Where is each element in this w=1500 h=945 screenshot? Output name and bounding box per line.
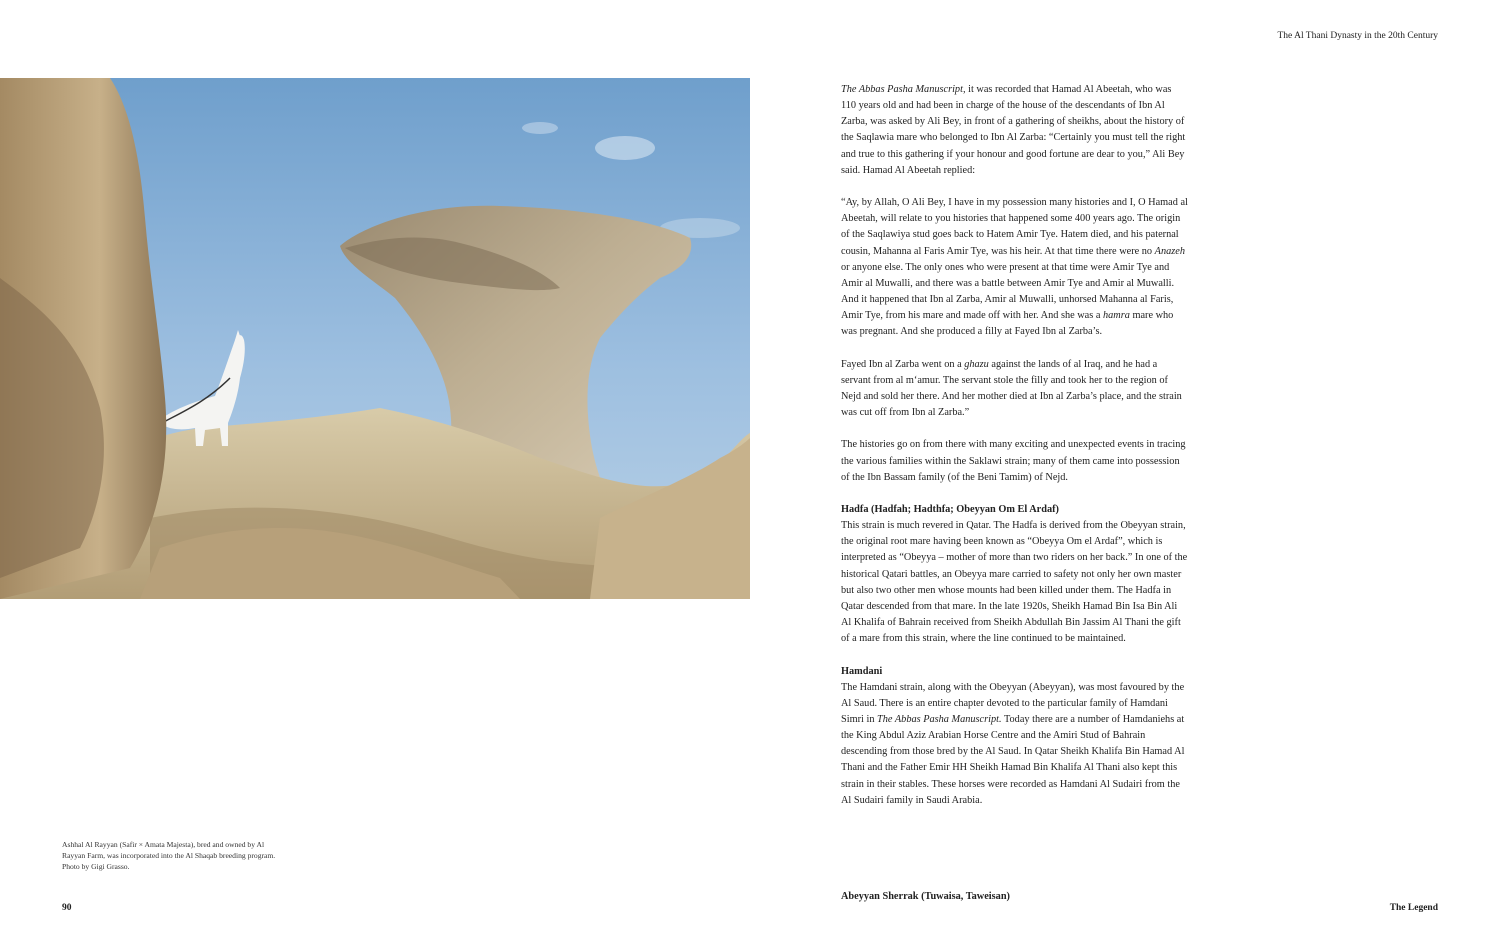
caption-line: Photo by Gigi Grasso.	[62, 862, 130, 872]
cloud	[522, 122, 558, 134]
text: The Hamdani strain, along with the Obeyyan (Abeyyan), was most favoured by the Al Saud. There is an entire chapter devoted to the particular family of Hamdani Simri in	[841, 681, 1185, 726]
section-heading-hadfa: Hadfa (Hadfah; Hadthfa; Obeyyan Om El Ardaf)	[841, 504, 1059, 515]
paragraph	[841, 680, 1189, 809]
paragraph: This strain is much revered in Qatar. The Hadfa is derived from the Obeyyan strain, the original root mare having been known as “Obeyya Om el Ardaf”, which is interpreted as “Obeyya – mother of more than two riders on her back.” In one of the historical Qatari battles, an Obeyya mare carried to safety not only her own master but also two other men whose mounts had been killed under them. The Hadfa in Qatar descended from that mare. In the late 1920s, Sheikh Hamad Bin Isa Bin Ali Al Khalifa of Bahrain received from Sheikh Abdullah Bin Jassim Al Thani the gift of a mare from this strain, where the line continued to be maintained.	[841, 520, 1188, 645]
paragraph	[841, 357, 1189, 422]
photo-white-horse-rock-formation	[0, 78, 750, 599]
running-head: The Al Thani Dynasty in the 20th Century	[1277, 31, 1438, 41]
paragraph	[841, 82, 1189, 179]
text: Today there are a number of Hamdaniehs at the King Abdul Aziz Arabian Horse Centre and the Amiri Stud of Bahrain descending from those bred by the Al Saud. In Qatar Sheikh Khalifa Bin Hamad Al Thani and the Father Emir HH Sheikh Hamad Bin Khalifa Al Thani also kept this strain in their stables. These horses were recorded as Hamdani Al Sudairi from the Al Sudairi family in Saudi Arabia.	[841, 714, 1185, 806]
caption-line: Ashhal Al Rayyan (Safir × Amata Majesta), bred and owned by Al	[62, 840, 265, 849]
section-heading-hamdani: Hamdani	[841, 665, 883, 677]
italic-text: Anazeh	[1154, 245, 1185, 257]
text: it was recorded that Hamad Al Abeetah, who was 110 years old and had been in charge of the house of the descendants of Ibn Al Zarba, was asked by Ali Bey, in front of a gathering of sheikhs, about the history of the Saqlawia mare who belonged to Ibn Al Zarba: “Certainly you must tell the right and true to this gathering if your honour and good fortune are dear to you,” Ali Bey said. Hamad Al Abeetah replied:	[841, 84, 1186, 176]
italic-text: hamra	[1102, 310, 1130, 322]
cloud	[595, 136, 655, 160]
photo-caption	[62, 839, 307, 873]
italic-text: The Abbas Pasha Manuscript,	[841, 84, 966, 95]
body-text-column	[841, 82, 1189, 825]
paragraph	[841, 195, 1189, 340]
paragraph: The histories go on from there with many exciting and unexpected events in tracing the various families within the Saklawi strain; many of them came into possession of the Ibn Bassam family (of the Beni Tamim) of Nejd.	[841, 439, 1186, 483]
caption-line: Rayyan Farm, was incorporated into the Al Shaqab breeding program.	[62, 851, 276, 861]
book-title-footer: The Legend	[1389, 903, 1438, 913]
text: or anyone else. The only ones who were present at that time were Amir Tye and Amir al Muwalli, and there was a battle between Amir Tye and Amir al Muwalli. And it happened that Ibn al Zarba, Amir al Muwalli, unhorsed Mahanna al Faris, Amir Tye, from his mare and made off with her. And she was a	[841, 261, 1175, 322]
page-number-left: 90	[62, 903, 72, 913]
text: “Ay, by Allah, O Ali Bey, I have in my possession many histories and I, O Hamad al Abeetah, will relate to you histories that happened some 400 years ago. The origin of the Saqlawiya stud goes back to Hatem Amir Tye. Hatem died, and his paternal cousin, Mahanna al Faris Amir Tye, was his heir. At that time there were no	[841, 197, 1188, 257]
italic-text: The Abbas Pasha Manuscript.	[877, 714, 1002, 726]
section-heading-abeyyan-sherrak: Abeyyan Sherrak (Tuwaisa, Taweisan)	[841, 891, 1010, 902]
text: against the lands of al Iraq, and he had a servant from al m‘amur. The servant stole the filly and took her to the region of Nejd and sold her there. And her mother died at Ibn al Zarba’s place, and the strain was cut off from Ibn al Zarba.”	[841, 358, 1182, 419]
photo-illustration	[0, 78, 750, 599]
italic-text: ghazu	[964, 358, 989, 370]
text: Fayed Ibn al Zarba went on a	[841, 358, 965, 370]
text: mare who was pregnant. And she produced a filly at Fayed Ibn al Zarba’s.	[841, 310, 1174, 338]
